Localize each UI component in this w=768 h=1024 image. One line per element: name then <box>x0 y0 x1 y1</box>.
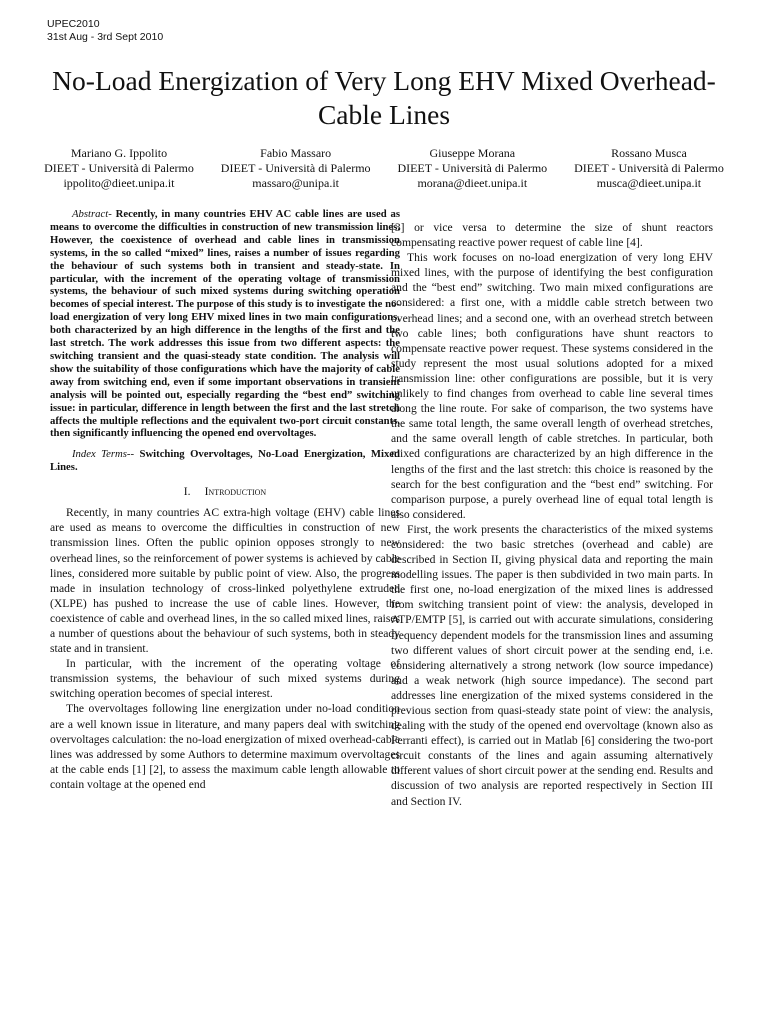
author-block <box>34 146 204 190</box>
body-paragraph: Recently, in many countries AC extra-high voltage (EHV) cable lines are used as means to overcome the difficulties in construction of new transmission lines. Often the public opinion opposes strongly to new overhead lines, so the reinforcement of power systems is achieved by cable lines, considered more suitable by public point of view. Also, the progress made in insulation technology of cross-linked polyethylene extruded (XLPE) has pushed to increase the use of cable lines. However, the coexistence of cable and overhead lines, in the so called mixed lines, raises a number of questions about the behaviour of such systems, both in steady state and in transient. <box>50 506 400 656</box>
author-block <box>387 146 557 190</box>
paper-title: No-Load Energization of Very Long EHV Mixed Overhead-Cable Lines <box>52 65 716 130</box>
author-email: ippolito@dieet.unipa.it <box>63 175 175 190</box>
section-heading <box>50 484 400 499</box>
index-terms-text: Switching Overvoltages, No-Load Energization, Mixed Lines. <box>50 448 400 474</box>
author-block <box>211 146 381 190</box>
index-terms-lead: Index Terms-- <box>72 448 135 461</box>
author-affiliation: DIEET - Università di Palermo <box>44 160 194 175</box>
author-affiliation: DIEET - Università di Palermo <box>574 160 724 175</box>
conference-name: UPEC2010 <box>47 18 100 30</box>
author-email: massaro@unipa.it <box>252 175 339 190</box>
conference-dates: 31st Aug - 3rd Sept 2010 <box>47 31 164 43</box>
section-number: I. <box>183 485 191 499</box>
author-name: Fabio Massaro <box>260 146 332 160</box>
index-terms <box>50 448 400 474</box>
author-name: Giuseppe Morana <box>429 146 516 160</box>
author-affiliation: DIEET - Università di Palermo <box>220 160 371 175</box>
abstract-text: Recently, in many countries EHV AC cable lines are used as means to overcome the difficulties in construction of new transmission lines. However, the coexistence of overhead and cable lines in transmission systems, in the so called “mixed” lines, raises a number of issues regarding the behaviour of such systems both in transient and steady-state. In particular, with the increment of the operating voltage of transmission systems, the behaviour of such mixed systems during switching operation becomes of special interest. The purpose of this study is to investigate the no-load energization of very long EHV mixed lines in two main configurations, both characterized by an high difference in the lengths of the first and the last stretch. The work addresses this issue from two different aspects: the switching transient and the quasi-steady state condition. The analysis will show the suitability of those configurations which have the majority of cable away from switching end, even if some important observations in transient analysis will be pointed out, especially regarding the “best end” switching issue: in particular, difference in length between the first and the last stretch affects the multiple reflections and the equivalent two-port circuit constants, then significantly influencing the opened end overvoltages. <box>50 208 400 440</box>
author-list <box>34 146 734 190</box>
author-block <box>564 146 734 190</box>
left-column <box>50 208 400 792</box>
body-paragraph: [3] or vice versa to determine the size of shunt reactors compensating reactive power request of cable line [4]. <box>391 221 713 250</box>
right-column <box>391 220 713 809</box>
section-title: Introduction <box>204 485 267 499</box>
author-name: Mariano G. Ippolito <box>70 146 168 160</box>
body-paragraph: The overvoltages following line energization under no-load condition are a well known issue in literature, and many papers deal with switching overvoltages calculation: the no-load energization of mixed overhead-cable lines was addressed by some Authors to determine maximum overvoltages at the cable ends [1] [2], to assess the maximum cable length allowable to contain voltage at the opened end <box>50 702 400 791</box>
author-affiliation: DIEET - Università di Palermo <box>397 160 548 175</box>
body-paragraph: First, the work presents the characteristics of the mixed systems considered: the two basic stretches (overhead and cable) are described in Section II, giving physical data and reporting the main modelling issues. The paper is then subdivided in two main parts. In the first one, no-load energization of the mixed lines is addressed from switching transient point of view: the analysis, developed in ATP/EMTP [5], is carried out with accurate simulations, considering frequency dependent models for the transmission lines and assuming two different values of short circuit power at the sending end, i.e. considering alternatively a strong network (low source impedance) and a weak network (high source impedance). The second part addresses line energization of the mixed systems considered in the previous section from quasi-steady state point of view: the analysis, dealing with the study of the opened end overvoltage (known also as Ferranti effect), is carried out in Matlab [6] considering the two-port circuit constants of the lines and again assuming alternatively different values of short circuit power at the sending end. Results and discussion of two analysis are reported respectively in Section III and Section IV. <box>391 522 713 808</box>
body-paragraph: This work focuses on no-load energization of very long EHV mixed lines, with the purpose of identifying the best configuration and the “best end” switching. Two main mixed configurations are considered: a first one, with a middle cable stretch between two overhead lines; and a second one, with an overhead stretch between two cable lines; both configurations have shunt reactors to compensate reactive power request. These systems considered in the study represent the most usual solutions adopted for a mixed transmission line: other configurations are possible, but it is very unlikely to find changes from overhead to cable line several times along the line route. For sake of comparison, the two systems have the same total length, the same overall length of overhead stretches, and the same overall length of cable stretches. In particular, both mixed configurations are characterized by an high difference in the lengths of the first and the last stretch: this choice is reasoned by the search for the best configuration and the “best end” switching. For comparison purpose, a purely overhead line of equal total length is also considered. <box>391 251 713 521</box>
conference-header <box>47 18 163 44</box>
abstract <box>50 208 400 440</box>
author-name: Rossano Musca <box>611 146 687 160</box>
body-paragraph: In particular, with the increment of the operating voltage of transmission systems, the behaviour of such mixed systems during switching operation becomes of special interest. <box>50 657 400 701</box>
author-email: musca@dieet.unipa.it <box>596 175 702 190</box>
abstract-lead: Abstract- <box>72 208 112 220</box>
author-email: morana@dieet.unipa.it <box>417 175 528 190</box>
